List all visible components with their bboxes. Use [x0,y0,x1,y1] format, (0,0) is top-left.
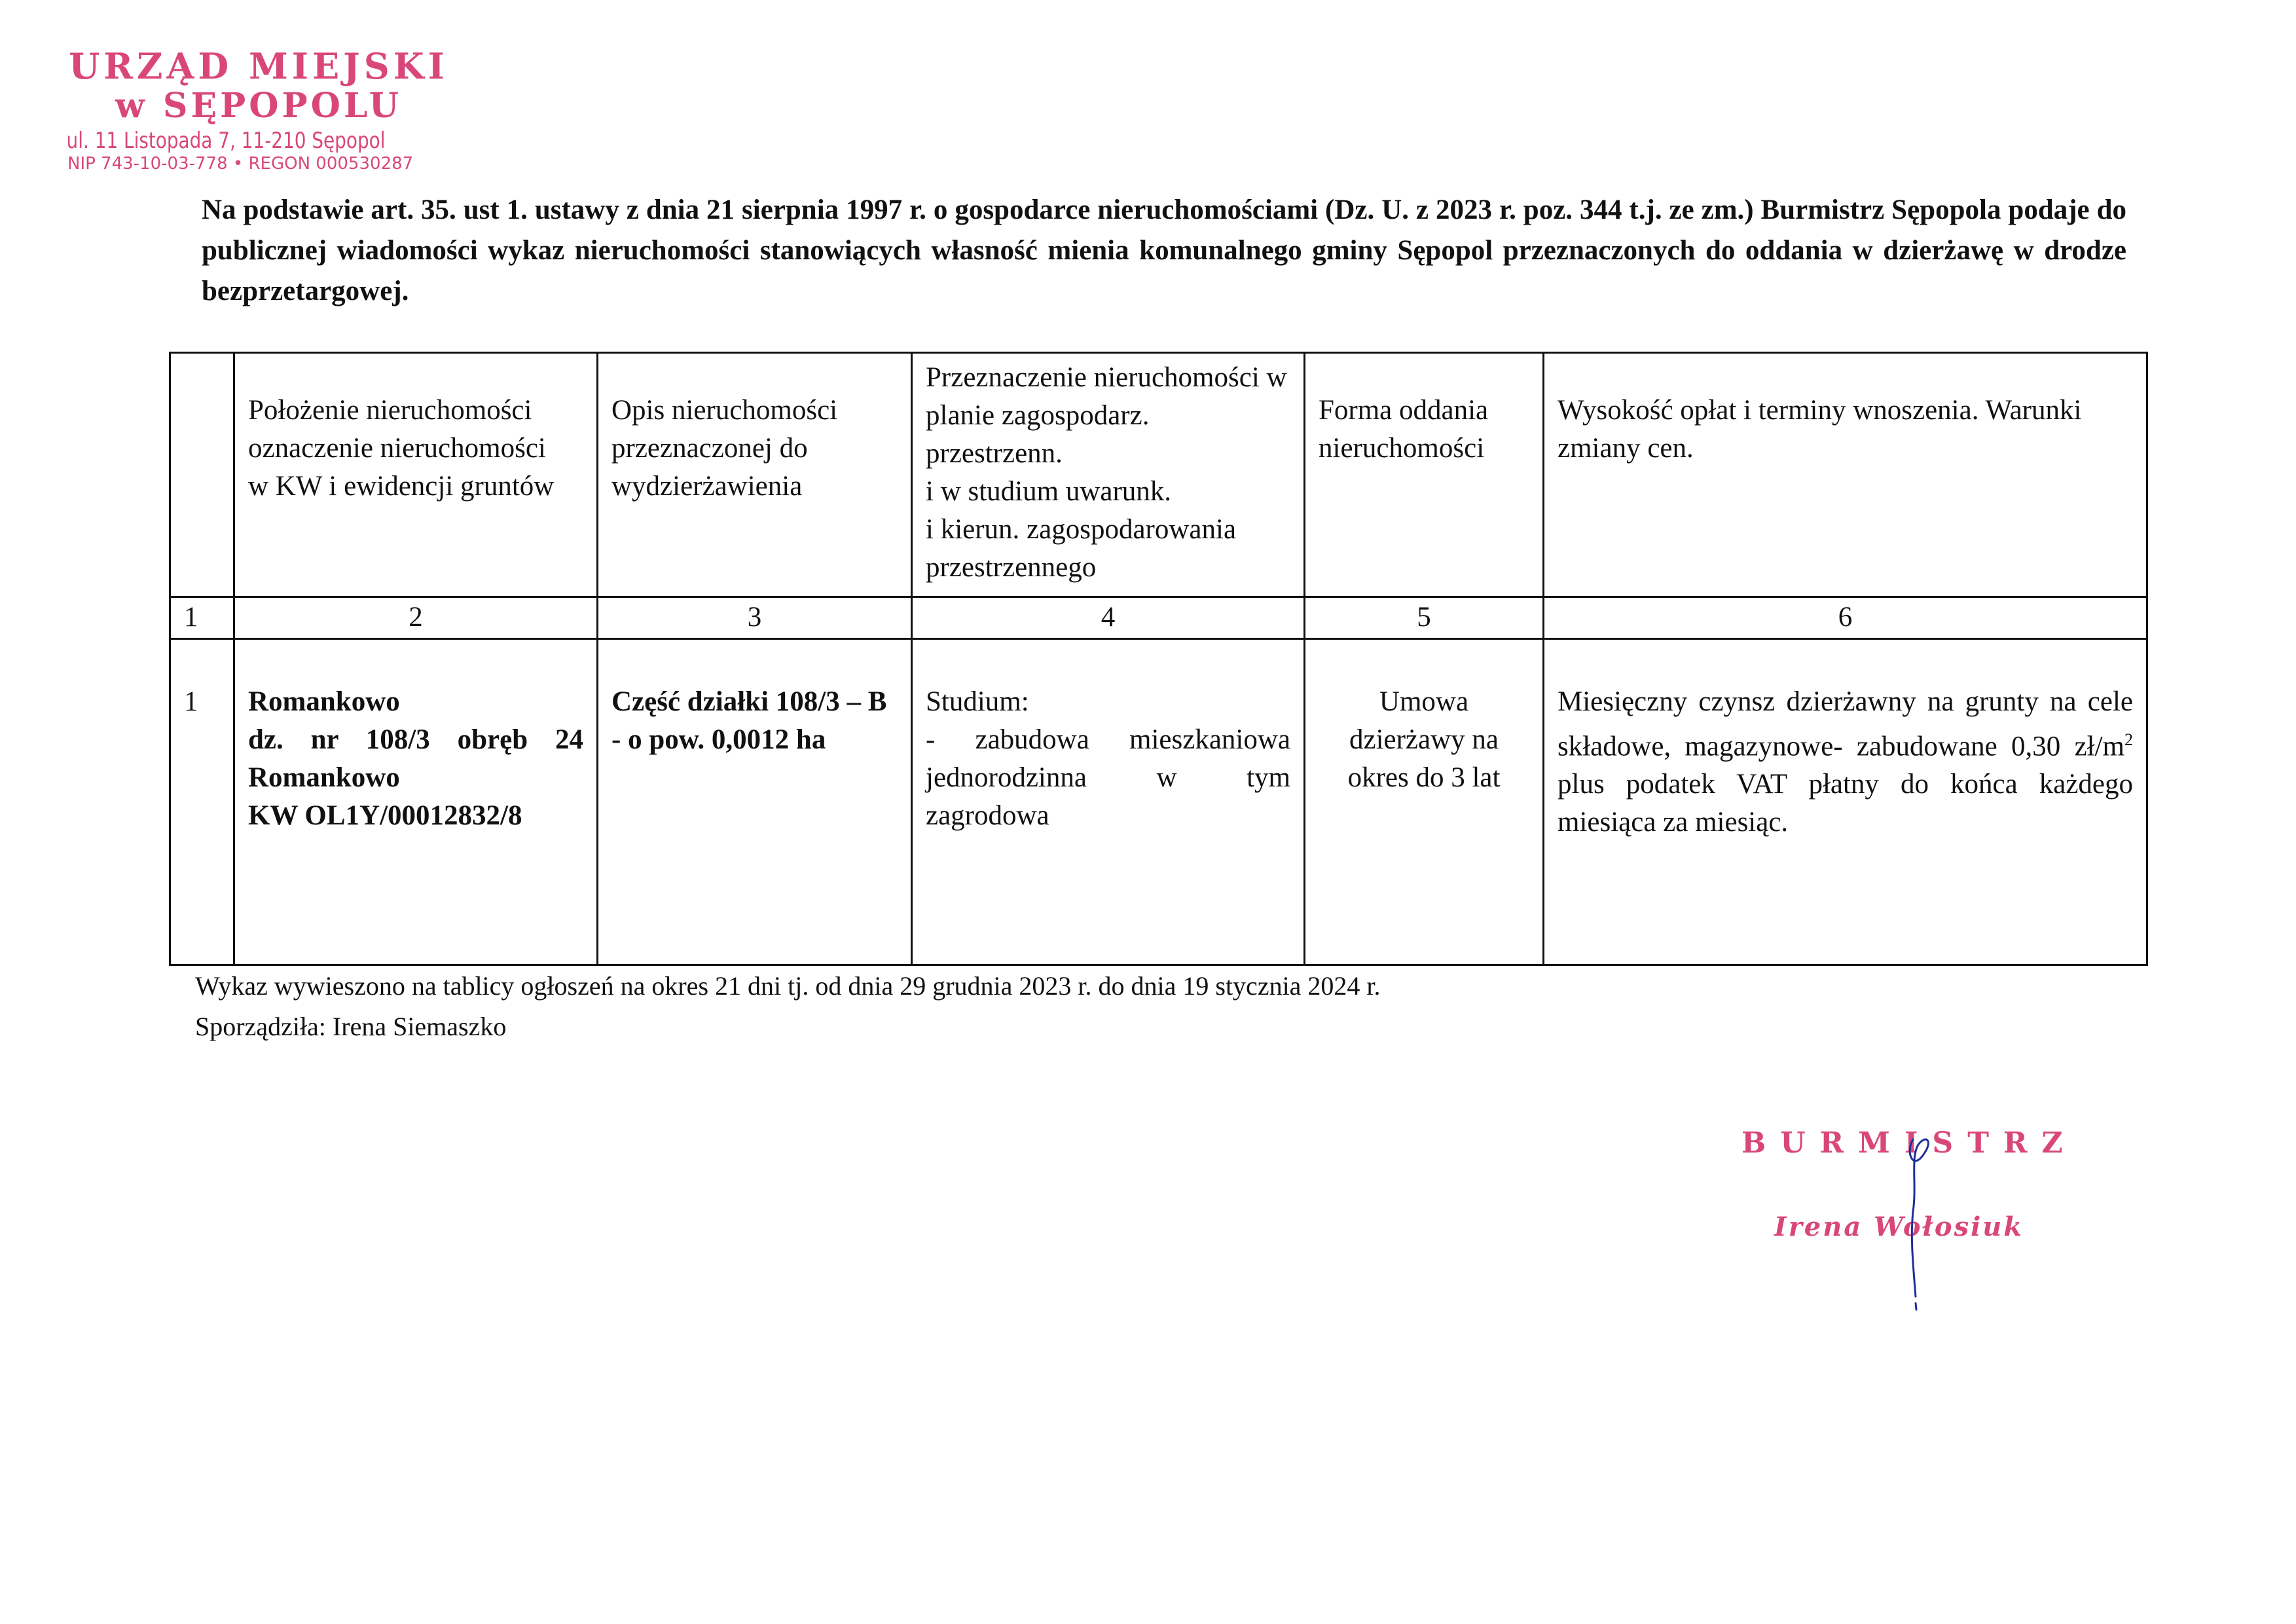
posting-period-note: Wykaz wywieszono na tablicy ogłoszeń na okres 21 dni tj. od dnia 29 grudnia 2023 r. do dnia 19 stycznia 2024 r. [195,971,1381,1001]
column-number: 2 [234,597,598,639]
row-location: Romankowo dz. nr 108/3 obręb 24 Romankowo KW OL1Y/00012832/8 [234,639,598,965]
document-footer [195,966,1381,1047]
announcement-header: Na podstawie art. 35. ust 1. ustawy z dnia 21 sierpnia 1997 r. o gospodarce nieruchomościami (Dz. U. z 2023 r. poz. 344 t.j. ze zm.) Burmistrz Sępopola podaje do publicznej wiadomości wykaz nieruchomości stanowiących własność mienia komunalnego gminy Sępopol przeznaczonych do oddania w dzierżawę w drodze bezprzetargowej. [202,194,2126,306]
signature-name: Irena Wołosiuk [1774,1211,2024,1242]
row-purpose: Studium: - zabudowa mieszkaniowa jednorodzinna w tym zagrodowa [912,639,1305,965]
column-header-fees: Wysokość opłat i terminy wnoszenia. Warunki zmiany cen. [1544,353,2147,597]
prepared-by-note: Sporządziła: Irena Siemaszko [195,1012,507,1041]
row-fees-text: Miesięczny czynsz dzierżawny na grunty na cele składowe, magazynowe- zabudowane 0,30 zł/m [1558,686,2133,762]
property-list-table [169,352,2148,966]
column-header-description: Opis nieruchomości przeznaczonej do wydzierżawienia [598,353,912,597]
stamp-line-office: URZĄD MIEJSKI [69,45,448,87]
stamp-line-address: ul. 11 Listopada 7, 11-210 Sępopol [66,128,386,154]
column-header-purpose: Przeznaczenie nieruchomości w planie zagospodarz. przestrzenn. i w studium uwarunk. i kierun. zagospodarowania przestrzennego [912,353,1305,597]
row-fees-text-rest: plus podatek VAT płatny do końca każdego miesiąca za miesiąc. [1558,769,2133,838]
table-header-row [170,353,2147,597]
stamp-line-ids: NIP 743-10-03-778 • REGON 000530287 [67,156,414,170]
column-number-row [170,597,2147,639]
column-number: 6 [1544,597,2147,639]
stamp-line-town: w SĘPOPOLU [115,86,402,126]
table-row [170,639,2147,965]
handwritten-signature [1741,1126,2095,1323]
column-number: 1 [170,597,234,639]
row-description: Część działki 108/3 – B - o pow. 0,0012 ha [598,639,912,965]
column-number: 4 [912,597,1305,639]
row-fees [1544,639,2147,965]
column-header-lp [170,353,234,597]
column-number: 5 [1305,597,1544,639]
column-number: 3 [598,597,912,639]
row-fees-exponent: 2 [2124,730,2133,749]
mayor-signature-stamp [1741,1126,2095,1242]
signature-title: BURMISTRZ [1741,1126,2077,1160]
row-lp: 1 [170,639,234,965]
office-stamp [62,46,455,170]
column-header-location: Położenie nieruchomości oznaczenie nieruchomości w KW i ewidencji gruntów [234,353,598,597]
row-form: Umowa dzierżawy na okres do 3 lat [1305,639,1544,965]
column-header-form: Forma oddania nieruchomości [1305,353,1544,597]
